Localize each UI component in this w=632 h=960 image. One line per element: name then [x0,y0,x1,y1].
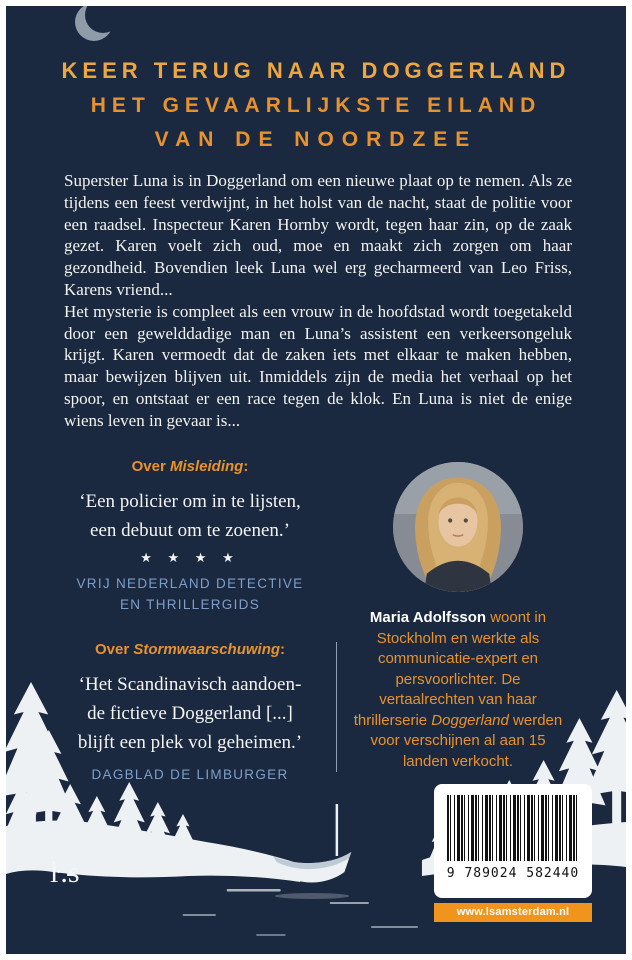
reviews-column [60,458,320,785]
author-bio-series-title: Doggerland [431,711,509,729]
synopsis [64,170,572,432]
review-source [60,573,320,615]
quote-line: de fictieve Doggerland [...] [87,703,293,724]
publisher-website: www.lsamsterdam.nl [434,903,592,922]
barcode-bars [447,795,579,861]
review-heading-title: Misleiding [170,458,244,475]
quote-line: blijft een plek vol geheimen.’ [77,732,303,753]
source-line: VRIJ NEDERLAND DETECTIVE [76,576,304,591]
headline-line-1: KEER TERUG NAAR DOGGERLAND [61,58,571,83]
review-heading [60,458,320,475]
quote-line: een debuut om te zoenen.’ [90,520,290,541]
author-bio [346,608,570,772]
review-source [60,764,320,785]
source-line: EN THRILLERGIDS [119,597,261,612]
review-heading-prefix: Over [131,458,170,475]
headline [6,58,626,152]
author-column [346,462,570,772]
rowboat-illustration [273,804,351,899]
star-rating: ★ ★ ★ ★ [140,550,240,565]
review-heading [60,641,320,658]
headline-line-2: HET GEVAARLIJKSTE EILAND [90,94,542,117]
review-misleiding [60,458,320,615]
synopsis-paragraph-2: Het mysterie is compleet als een vrouw in de hoofdstad wordt toegetakeld door een gewelddadige man en Luna’s assistent een verkeersongeluk krijgt. Karen vermoedt dat de zaken iets met elkaar te maken hebben, maar bewijzen blijven uit. Inmiddels zijn de media het verhaal op het spoor, en ontstaat er een race tegen de klok. En Luna is niet de enige wiens leven in gevaar is... [64,301,572,430]
barcode-number: 9 789024 582440 [446,866,580,881]
review-heading-title: Stormwaarschuwing [133,641,281,658]
author-bio-text: woont in Stockholm en werkte als communicatie-expert en persvoorlichter. De vertaalrechten van haar thrillerserie [353,609,547,729]
barcode [434,784,592,898]
publisher-logo: ŀ.s [50,856,80,889]
author-name: Maria Adolfsson [369,609,487,626]
review-heading-suffix: : [280,641,286,658]
quote-line: ‘Een policier om in te lijsten, [79,491,301,512]
review-heading-suffix: : [243,458,249,475]
review-stormwaarschuwing [60,641,320,785]
author-bio-text: werden voor verschijnen al aan 15 landen verkocht. [370,711,563,770]
moon-icon [72,6,120,48]
cover-background [6,6,626,954]
quote-line: ‘Het Scandinavisch aandoen- [78,674,302,695]
headline-line-3: VAN DE NOORDZEE [154,128,478,151]
vertical-divider [336,642,337,772]
source-line: DAGBLAD DE LIMBURGER [91,767,289,782]
author-photo [393,462,523,592]
synopsis-paragraph-1: Superster Luna is in Doggerland om een nieuwe plaat op te nemen. Als ze tijdens een feest verdwijnt, in het holst van de nacht, staat de politie voor een raadsel. Inspecteur Karen Hornby wordt, tegen haar zin, op de zaak gezet. Karen voelt zich oud, moe en maakt zich zorgen om haar gezondheid. Bovendien leek Luna wel erg gecharmeerd van Leo Friss, Karens vriend... [64,171,572,299]
review-heading-prefix: Over [94,641,134,658]
